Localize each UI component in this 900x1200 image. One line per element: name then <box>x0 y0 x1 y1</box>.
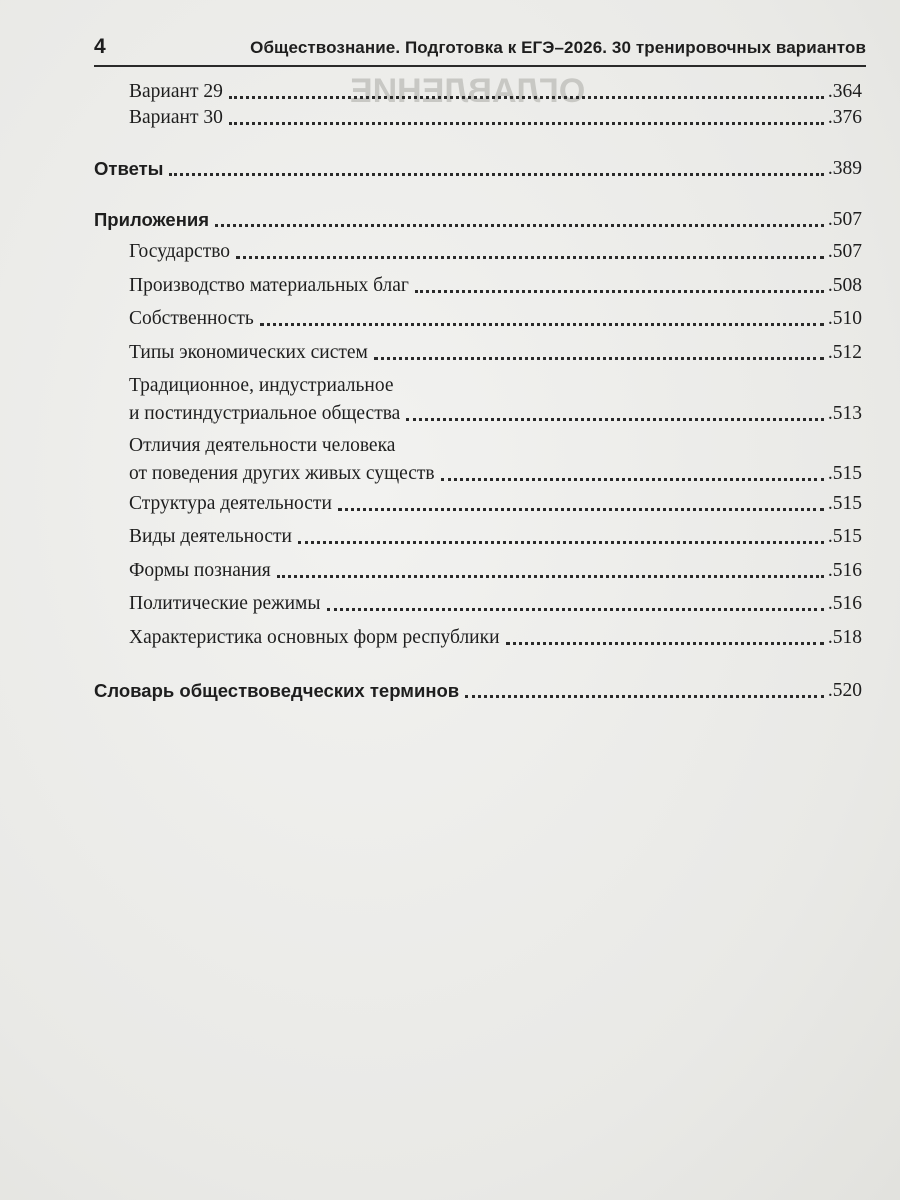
toc-entry-production[interactable] <box>129 274 862 298</box>
toc-entry-label: Типы экономических систем <box>129 342 368 363</box>
toc-entry-label: Вариант 30 <box>129 107 223 128</box>
dot-leader <box>415 289 824 293</box>
dot-leader <box>406 417 824 421</box>
toc-entry-page: .510 <box>827 308 862 329</box>
toc-entry-page: .512 <box>827 342 862 363</box>
dot-leader <box>260 322 824 326</box>
toc-entry-label: Ответы <box>94 158 164 179</box>
dot-leader <box>338 507 824 511</box>
toc-entry-label: Собственность <box>129 308 254 329</box>
toc-entry-page: .507 <box>827 241 862 262</box>
toc-entry-label-line1: Отличия деятельности человека <box>129 435 396 456</box>
toc-entry-cognition-forms[interactable] <box>129 559 862 583</box>
toc-entry-label: Политические режимы <box>129 593 321 614</box>
dot-leader <box>277 574 824 578</box>
dot-leader <box>465 694 824 698</box>
toc-entry-page: .507 <box>827 209 862 230</box>
dot-leader <box>327 607 824 611</box>
toc-entry-label: Производство материальных благ <box>129 275 409 296</box>
toc-entry-label: Формы познания <box>129 560 271 581</box>
toc-entry-page: .518 <box>827 627 862 648</box>
toc-entry-republic-forms[interactable] <box>129 626 862 650</box>
toc-entry-glossary[interactable] <box>94 679 862 703</box>
toc-entry-label: Словарь обществоведческих терминов <box>94 680 460 701</box>
dot-leader <box>236 255 824 259</box>
dot-leader <box>169 172 823 176</box>
toc-entry-page: .376 <box>827 107 862 128</box>
toc-entry-label: Государство <box>129 241 231 262</box>
toc-entry-label: Приложения <box>94 209 210 230</box>
running-title: Обществознание. Подготовка к ЕГЭ–2026. 30 тренировочных вариантов <box>250 38 866 57</box>
toc-entry-societies[interactable] <box>129 374 862 426</box>
toc-entry-political-regimes[interactable] <box>129 592 862 616</box>
toc-entry-label: Характеристика основных форм республики <box>129 627 500 648</box>
toc-entry-page: .389 <box>827 158 862 179</box>
toc-entry-activity-types[interactable] <box>129 525 862 549</box>
toc-entry-label-line2: от поведения других живых существ <box>129 463 435 484</box>
dot-leader <box>215 223 824 227</box>
toc-entry-label: Структура деятельности <box>129 493 332 514</box>
toc-entry-page: .520 <box>827 680 862 701</box>
toc-entry-label: Виды деятельности <box>129 526 292 547</box>
toc-entry-economic-systems[interactable] <box>129 341 862 365</box>
toc-entry-page: .515 <box>827 463 862 484</box>
toc-entry-activity-differences[interactable] <box>129 434 862 486</box>
dot-leader <box>229 95 824 99</box>
toc-entry-property[interactable] <box>129 307 862 331</box>
toc-entry-page: .364 <box>827 81 862 102</box>
page-number: 4 <box>94 35 106 58</box>
toc-entry-page: .516 <box>827 593 862 614</box>
dot-leader <box>298 540 824 544</box>
dot-leader <box>374 356 824 360</box>
toc-entry-appendices[interactable] <box>94 208 862 232</box>
dot-leader <box>229 121 824 125</box>
toc-entry-activity-structure[interactable] <box>129 492 862 516</box>
toc-entry-variant-30[interactable] <box>129 106 862 130</box>
toc-entry-answers[interactable] <box>94 157 862 181</box>
toc-entry-state[interactable] <box>129 240 862 264</box>
toc-entry-page: .508 <box>827 275 862 296</box>
dot-leader <box>506 641 824 645</box>
toc-entry-variant-29[interactable] <box>129 80 862 104</box>
toc-entry-label: Вариант 29 <box>129 81 223 102</box>
toc-entry-page: .515 <box>827 526 862 547</box>
toc-entry-label-line2: и постиндустриальное общества <box>129 403 401 424</box>
bleed-through-heading: ОГЛАВЛЕНИЕ <box>350 72 586 110</box>
toc-entry-page: .516 <box>827 560 862 581</box>
toc-entry-page: .513 <box>827 403 862 424</box>
toc-entry-page: .515 <box>827 493 862 514</box>
dot-leader <box>441 477 824 481</box>
toc-entry-label-line1: Традиционное, индустриальное <box>129 375 394 396</box>
running-header <box>94 33 866 67</box>
